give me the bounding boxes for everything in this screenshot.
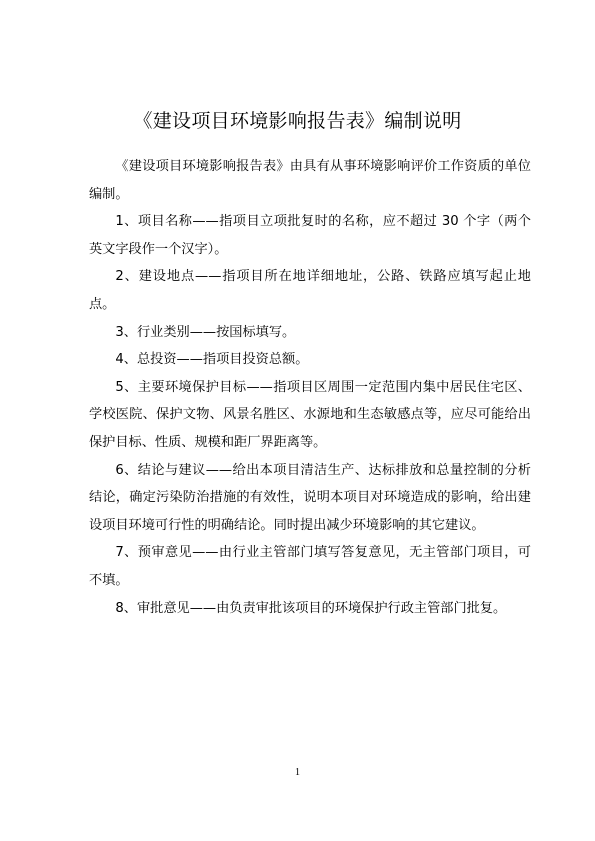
paragraph-item-8-approval: 8、审批意见——由负责审批该项目的环境保护行政主管部门批复。: [115, 600, 507, 616]
paragraph-item-2-location: 2、建设地点——指项目所在地详细地址，公路、铁路应填写起止地点。: [89, 269, 531, 312]
paragraph-item-4-investment: 4、总投资——指项目投资总额。: [115, 352, 309, 368]
paragraph-item-3-industry: 3、行业类别——按国标填写。: [115, 324, 296, 340]
page-number: 1: [295, 767, 300, 778]
paragraph-item-5-protection-targets: 5、主要环境保护目标——指项目区周围一定范围内集中居民住宅区、学校医院、保护文物、风景名胜区、水源地和生态敏感点等，应尽可能给出保护目标、性质、规模和距厂界距离等。: [89, 379, 531, 450]
paragraph-intro: 《建设项目环境影响报告表》由具有从事环境影响评价工作资质的单位编制。: [89, 159, 531, 202]
document-body: [89, 153, 531, 622]
paragraph-item-7-preliminary-review: 7、预审意见——由行业主管部门填写答复意见，无主管部门项目，可不填。: [89, 545, 531, 588]
document-title: 《建设项目环境影响报告表》编制说明: [133, 110, 462, 132]
paragraph-item-1-project-name: 1、项目名称——指项目立项批复时的名称，应不超过 30 个字（两个英文字段作一个汉字）。: [89, 214, 531, 257]
paragraph-item-6-conclusion: 6、结论与建议——给出本项目清洁生产、达标排放和总量控制的分析结论，确定污染防治措施的有效性，说明本项目对环境造成的影响，给出建设项目环境可行性的明确结论。同时提出减少环境影响的其它建议。: [89, 462, 531, 533]
